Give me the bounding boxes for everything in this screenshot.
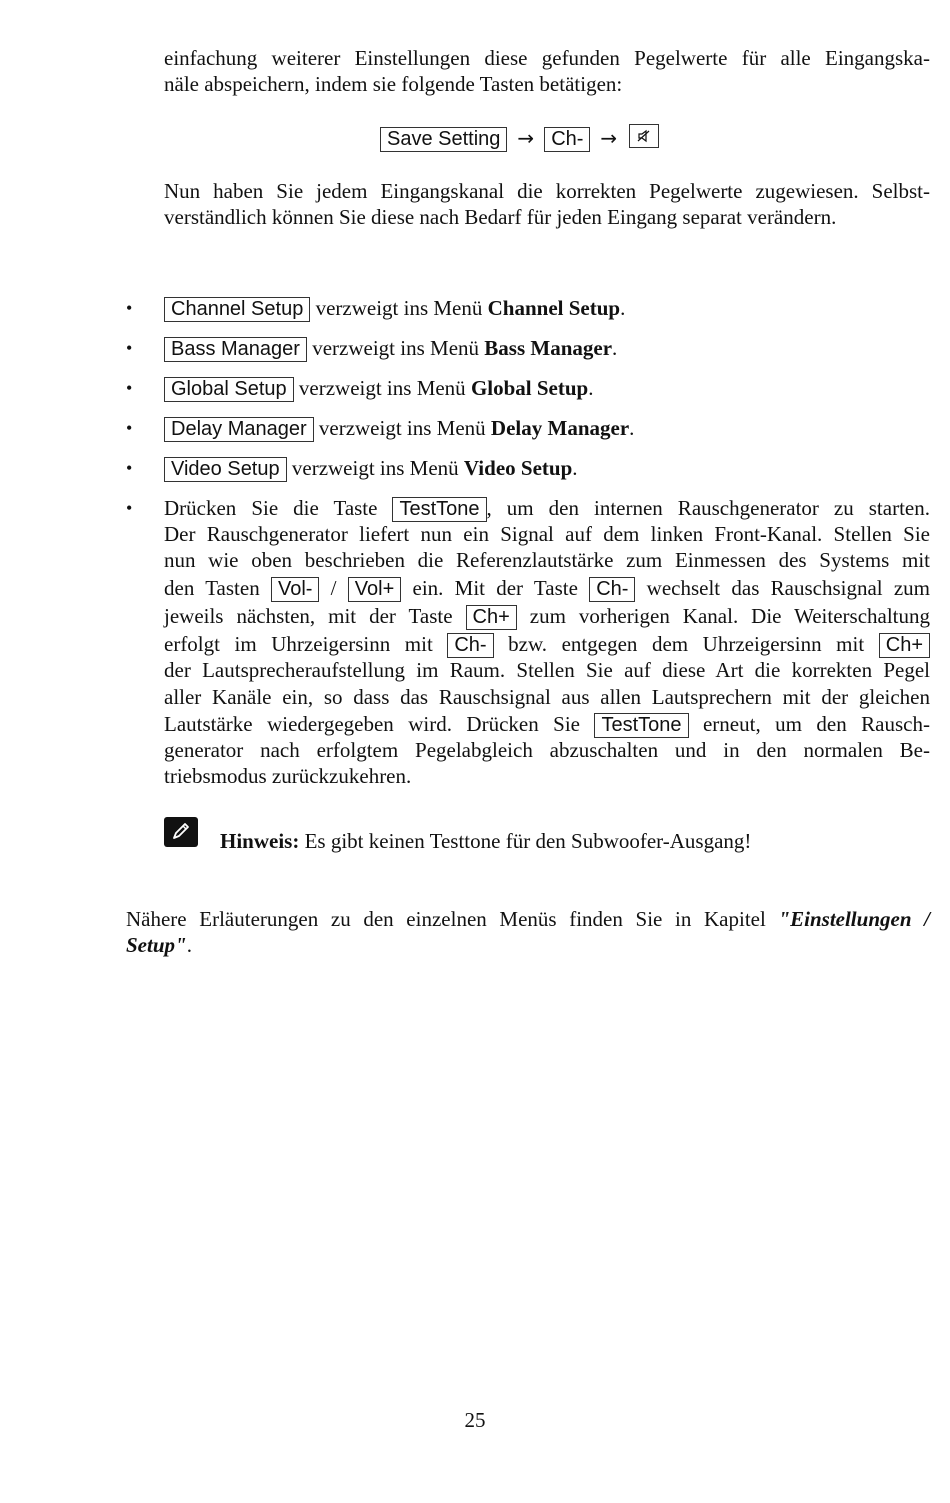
- testtone-line-11: triebsmodus zurückzukehren.: [164, 764, 412, 788]
- testtone-line-7: der Lautsprecheraufstellung im Raum. Stellen Sie auf diese Art die korrekten Pegel: [164, 658, 930, 682]
- bullet-marker: •: [126, 458, 133, 478]
- testtone-line-1: Drücken Sie die Taste TestTone , um den internen Rauschgenerator zu starten.: [164, 496, 930, 520]
- testtone-key: TestTone: [392, 497, 486, 522]
- chapter-reference: "Einstellungen /: [778, 907, 930, 931]
- channel-setup-key: Channel Setup: [164, 297, 310, 322]
- bullet-marker: •: [126, 418, 133, 438]
- vol-minus-key: Vol-: [271, 577, 319, 602]
- video-setup-key: Video Setup: [164, 457, 287, 482]
- ch-plus-key: Ch+: [466, 605, 517, 630]
- menu-target: Global Setup: [470, 376, 589, 400]
- after-sequence-line-2: verständlich können Sie diese nach Bedarf für jeden Eingang separat verändern.: [164, 205, 837, 229]
- menu-target: Bass Manager: [484, 336, 613, 360]
- testtone-key: TestTone: [594, 713, 688, 738]
- ch-plus-key: Ch+: [879, 633, 930, 658]
- closing-line-2: Setup".: [126, 933, 192, 957]
- bass-manager-key: Bass Manager: [164, 337, 307, 362]
- testtone-line-4: den Tasten Vol- / Vol+ ein. Mit der Taste Ch- wechselt das Rauschsignal zum: [164, 576, 931, 600]
- pencil-note-icon: [164, 817, 198, 847]
- save-setting-key: Save Setting: [380, 127, 507, 152]
- chapter-reference-end: Setup": [126, 933, 187, 957]
- ch-minus-key: Ch-: [544, 127, 590, 152]
- note-label: Hinweis:: [220, 829, 300, 853]
- after-sequence-line-1: Nun haben Sie jedem Eingangskanal die korrekten Pegelwerte zugewiesen. Selbst-: [164, 179, 930, 203]
- testtone-line-9: Lautstärke wiedergegeben wird. Drücken Sie TestTone erneut, um den Rausch-: [164, 712, 930, 736]
- menu-text: verzweigt ins Menü: [315, 296, 483, 320]
- menu-text: verzweigt ins Menü: [318, 416, 486, 440]
- arrow-icon: →: [600, 126, 618, 150]
- testtone-line-2: Der Rauschgenerator liefert nun ein Signal auf dem linken Front-Kanal. Stellen Sie: [164, 522, 930, 546]
- testtone-line-10: generator nach erfolgtem Pegelabgleich abzuschalten und in den normalen Be-: [164, 738, 930, 762]
- intro-line-2: näle abspeichern, indem sie folgende Tasten betätigen:: [164, 72, 623, 96]
- testtone-line-3: nun wie oben beschrieben die Referenzlautstärke zum Einmessen des Systems mit: [164, 548, 930, 572]
- menu-text: verzweigt ins Menü: [298, 376, 466, 400]
- menu-target: Channel Setup: [487, 296, 621, 320]
- menu-target: Video Setup: [463, 456, 573, 480]
- testtone-line-5: jeweils nächsten, mit der Taste Ch+ zum vorherigen Kanal. Die Weiterschaltung: [164, 604, 931, 628]
- bullet-marker: •: [126, 498, 133, 518]
- delay-manager-key: Delay Manager: [164, 417, 314, 442]
- ch-minus-key: Ch-: [447, 633, 493, 658]
- arrow-icon: →: [517, 126, 535, 150]
- menu-text: verzweigt ins Menü: [291, 456, 459, 480]
- testtone-line-8: aller Kanäle ein, so dass das Rauschsignal aus allen Lautsprechern mit der gleichen: [164, 685, 930, 709]
- manual-page: einfachung weiterer Einstellungen diese gefunden Pegelwerte für alle Eingangska- näle abspeichern, indem sie folgende Tasten betätigen: Save Setting → Ch- → Nun haben Sie jedem Eingangskanal die korrekten Pegelwerte zugewiesen. Selbst- verständlich können Sie diese nach Bedarf für jeden Eingang separat verändern. • Channel Setup verzweigt ins Menü Channel Setup. • Bass Manager verzweigt ins Menü Bass Manager. • Global Setup verzweigt ins Menü Global Setup. • Delay Manager verzweigt ins Menü Delay Manager. • Video Setup verzweigt ins Menü Video Setup. • Drücken Sie die Taste TestTone , um den internen Rauschgenerator zu starten. Der Rauschgenerator liefert nun ein Signal auf dem linken Front-Kanal. Stellen Sie nun wie oben beschrieben die Referenzlautstärke zum Einmessen des Systems mit den Tasten Vol- / Vol+ ein. Mit der Taste Ch- wechselt das Rauschsignal zum jeweils nächsten, mit der Taste Ch+ zum vorherigen Kanal. Die Weiterschaltung erfolgt im Uhrzeigersinn mit Ch- bzw. entgegen dem Uhrzeigersinn mit Ch+ der Lautsprecheraufstellung im Raum. Stellen Sie auf diese Art die korrekten Pegel aller Kanäle ein, so dass das Rauschsignal aus allen Lautsprechern mit der gleichen Lautstärke wiedergegeben wird. Drücken Sie TestTone erneut, um den Rausch- generator nach erfolgtem Pegelabgleich abzuschalten und in den normalen Be- triebsmodus zurückzukehren. Hinweis: Es gibt keinen Testtone für den Subwoofer-Ausgang! Nähere Erläuterungen zu den einzelnen Menüs finden Sie in Kapitel "Einstellungen / Setup". 25: [0, 0, 950, 1503]
- testtone-line-6: erfolgt im Uhrzeigersinn mit Ch- bzw. entgegen dem Uhrzeigersinn mit Ch+: [164, 631, 930, 658]
- bullet-marker: •: [126, 338, 133, 358]
- menu-target: Delay Manager: [490, 416, 630, 440]
- ch-minus-key: Ch-: [589, 577, 635, 602]
- menu-text: verzweigt ins Menü: [312, 336, 480, 360]
- mute-icon: [629, 124, 659, 148]
- note-text: Hinweis: Es gibt keinen Testtone für den Subwoofer-Ausgang!: [220, 829, 752, 853]
- intro-line-1: einfachung weiterer Einstellungen diese gefunden Pegelwerte für alle Eingangska-: [164, 46, 930, 70]
- closing-line-1: Nähere Erläuterungen zu den einzelnen Menüs finden Sie in Kapitel "Einstellungen /: [126, 907, 930, 931]
- bullet-marker: •: [126, 378, 133, 398]
- bullet-marker: •: [126, 298, 133, 318]
- key-sequence: [380, 124, 659, 152]
- page-number: 25: [464, 1408, 486, 1432]
- vol-plus-key: Vol+: [348, 577, 401, 602]
- global-setup-key: Global Setup: [164, 377, 294, 402]
